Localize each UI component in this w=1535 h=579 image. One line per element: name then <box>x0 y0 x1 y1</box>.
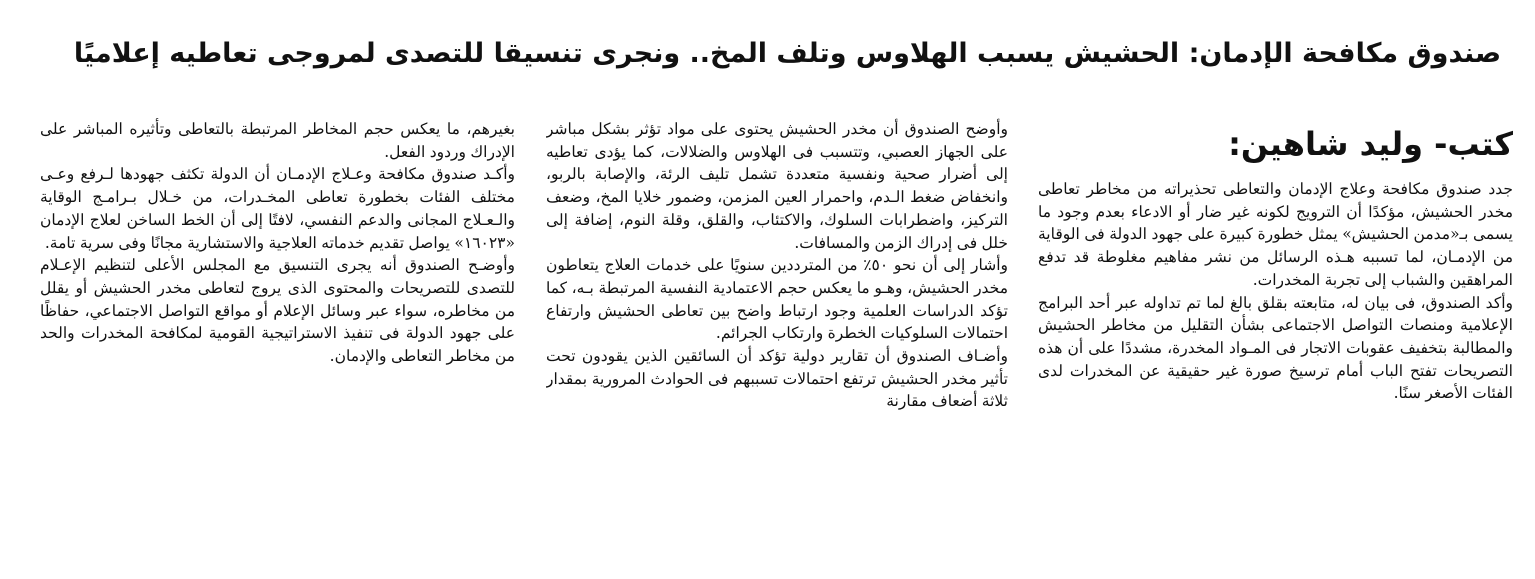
article-column-3 <box>40 118 515 548</box>
paragraph: وأشار إلى أن نحو ٥٠٪ من المترددين سنويًا على خدمات العلاج يتعاطون مخدر الحشيش، وهـو ما يعكس حجم الاعتمادية النفسية المرتبطة بـه، كما تؤكد الدراسات العلمية وجود ارتباط واضح بين تعاطى الحشيش وارتفاع احتمالات السلوكيات الخطرة وارتكاب الجرائم. <box>546 256 1008 343</box>
paragraph: وأوضح الصندوق أن مخدر الحشيش يحتوى على مواد تؤثر بشكل مباشر على الجهاز العصبي، وتتسبب فى الهلاوس والضلالات، كما يؤدى تعاطيه إلى أضرار صحية ونفسية متعددة تشمل تليف الرئة، والإصابة بالربو، وانخفاض ضغط الـدم، واحمرار العين المزمن، وضمور خلايا المخ، وضعف التركيز، واضطرابات السلوك، والاكتئاب، والقلق، وقلة النوم، إضافة إلى خلل فى إدراك الزمن والمسافات. <box>546 120 1008 252</box>
article-column-2 <box>546 118 1008 548</box>
headline: صندوق مكافحة الإدمان: الحشيش يسبب الهلاوس وتلف المخ.. ونجرى تنسيقا للتصدى لمروجى تعاطيه إعلاميًا <box>73 38 1502 69</box>
paragraph: جدد صندوق مكافحة وعلاج الإدمان والتعاطى تحذيراته من مخاطر تعاطى مخدر الحشيش، مؤكدًا أن الترويج لكونه غير ضار أو الادعاء بعدم وجود ما يسمى بـ«مدمن الحشيش» يمثل خطورة كبيرة على جهود الدولة فى الوقاية من الإدمـان، لما تسببه هـذه الرسائل من نشر مفاهيم مغلوطة قد تدفع المراهقين والشباب إلى تجربة المخدرات. <box>1038 180 1513 289</box>
paragraph: وأكـد صندوق مكافحة وعـلاج الإدمـان أن الدولة تكثف جهودها لـرفع وعـى مختلف الفئات بخطورة تعاطى المخـدرات، من خـلال بـرامـج الوقاية والـعـلاج المجانى والدعم النفسي، لافتًا إلى أن الخط الساخن لعلاج الإدمان «١٦٠٢٣» يواصل تقديم خدماته العلاجية والاستشارية مجانًا وفى سرية تامة. <box>40 165 515 252</box>
paragraph: وأوضـح الصندوق أنه يجرى التنسيق مع المجلس الأعلى لتنظيم الإعـلام للتصدى للتصريحات والمحتوى الذى يروج لتعاطى مخدر الحشيش أو يقلل من مخاطره، سواء عبر وسائل الإعلام أو مواقع التواصل الاجتماعي، حفاظًا على جهود الدولة فى تنفيذ الاستراتيجية القومية لمكافحة المخدرات والحد من مخاطر التعاطى والإدمان. <box>40 256 515 366</box>
paragraph: وأكد الصندوق، فى بيان له، متابعته بقلق بالغ لما تم تداوله عبر أحد البرامج الإعلامية ومنصات التواصل الاجتماعى بشأن التقليل من مخاطر الحشيش والمطالبة بتخفيف عقوبات الاتجار فى المـواد المخدرة، مشددًا على أن هذه التصريحات تفتح الباب أمام ترسيخ صورة غير حقيقية عن المخدرات لدى الفئات الأصغر سنًا. <box>1038 293 1513 403</box>
paragraph: وأضـاف الصندوق أن تقارير دولية تؤكد أن السائقين الذين يقودون تحت تأثير مخدر الحشيش ترتفع احتمالات تسببهم فى الحوادث المرورية بمقدار ثلاثة أضعاف مقارنة <box>546 347 1008 411</box>
article-column-1 <box>1038 178 1513 553</box>
paragraph: بغيرهم، ما يعكس حجم المخاطر المرتبطة بالتعاطى وتأثيره المباشر على الإدراك وردود الفعل. <box>40 120 515 161</box>
byline: كتب- وليد شاهين: <box>1228 125 1513 163</box>
